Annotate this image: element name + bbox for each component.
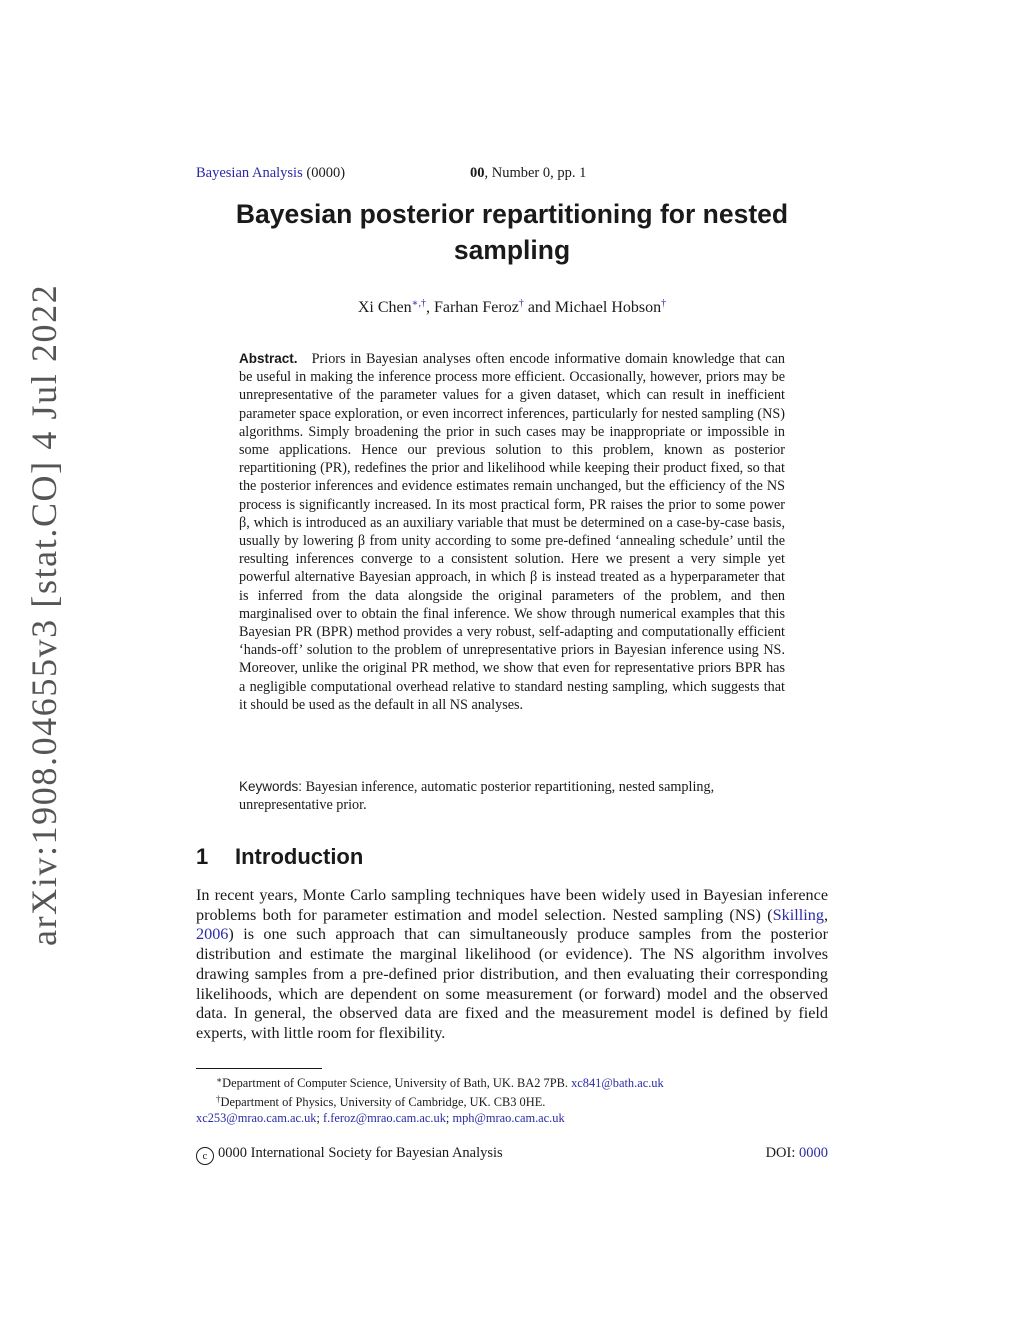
intro-text-part2: ) is one such approach that can simultaneously produce samples from the posterior distribution and estimate the marginal likelihood (or evidence). The NS algorithm involves drawing samples from a pre-defined prior distribution, and then evaluating their corresponding likelihoods, which are dependent on some measurement (or forward) model and the observed data. In general, the observed data are fixed and the measurement model is defined by field experts, with little room for flexibility. [196, 925, 828, 1042]
journal-citation [196, 165, 345, 182]
abstract [239, 350, 785, 714]
author-name: Farhan Feroz [433, 299, 519, 316]
doi [766, 1145, 828, 1162]
author-separator: , [425, 299, 434, 316]
footnote-rule [196, 1068, 322, 1069]
author-list [196, 299, 828, 317]
citation-year-link[interactable]: 2006 [196, 925, 229, 944]
footnote-mark: ∗ [216, 1075, 223, 1085]
email-link[interactable]: f.feroz@mrao.cam.ac.uk [323, 1111, 446, 1125]
footnote-text: Department of Computer Science, University of Bath, UK. BA2 7PB. [222, 1076, 572, 1090]
footnote-emails [196, 1110, 828, 1126]
footnote-affiliation-2 [196, 1091, 828, 1110]
keywords [239, 778, 785, 814]
email-separator: ; [316, 1111, 324, 1125]
intro-text-part1: In recent years, Monte Carlo sampling techniques have been widely used in Bayesian inference problems both for parameter estimation and model selection. Nested sampling (NS) ( [196, 886, 828, 924]
footnotes [196, 1072, 828, 1126]
copyright-notice [196, 1145, 503, 1161]
author-separator: and [523, 299, 555, 316]
author-name: Xi Chen [357, 299, 412, 316]
affiliation-mark[interactable]: † [518, 298, 524, 309]
journal-year: (0000) [306, 165, 346, 181]
abstract-label: Abstract. [239, 351, 298, 366]
section-heading [196, 844, 363, 870]
footnote-affiliation-1 [196, 1072, 828, 1091]
arxiv-identifier-stamp: arXiv:1908.04655v3 [stat.CO] 4 Jul 2022 [24, 283, 64, 946]
keywords-text: Bayesian inference, automatic posterior repartitioning, nested sampling, unrepresentative prior. [239, 779, 715, 814]
affiliation-mark[interactable]: † [661, 298, 667, 309]
copyright-icon: c [196, 1147, 214, 1165]
citation-author-link[interactable]: Skilling [772, 905, 824, 924]
journal-name-link[interactable]: Bayesian Analysis [196, 165, 303, 181]
author-name: Michael Hobson [554, 299, 662, 316]
email-link[interactable]: xc841@bath.ac.uk [571, 1076, 664, 1090]
volume-number: 00 [470, 165, 485, 181]
issue-pages: , Number 0, pp. 1 [484, 165, 587, 181]
introduction-paragraph [196, 886, 828, 1044]
section-title: Introduction [235, 844, 364, 869]
page-footer [196, 1145, 828, 1165]
paper-title: Bayesian posterior repartitioning for nested sampling [235, 199, 789, 265]
citation-separator: , [823, 905, 828, 924]
email-link[interactable]: mph@mrao.cam.ac.uk [452, 1111, 565, 1125]
footnote-text: Department of Physics, University of Cambridge, UK. CB3 0HE. [220, 1095, 546, 1109]
affiliation-mark[interactable]: ∗,† [411, 298, 426, 309]
copyright-text: 0000 International Society for Bayesian Analysis [218, 1145, 503, 1161]
issue-info [470, 165, 586, 182]
doi-label: DOI: [765, 1145, 799, 1161]
section-number: 1 [196, 844, 209, 869]
doi-link[interactable]: 0000 [799, 1145, 828, 1161]
abstract-text: Priors in Bayesian analyses often encode informative domain knowledge that can be useful in making the inference process more efficient. Occasionally, however, priors may be unrepresentative of the parameter values for a given dataset, which can result in inefficient parameter space exploration, or even incorrect inferences, particularly for nested sampling (NS) algorithms. Simply broadening the prior in such cases may be inappropriate or impossible in some applications. Hence our previous solution to this problem, known as posterior repartitioning (PR), redefines the prior and likelihood while keeping their product fixed, so that the posterior inferences and evidence estimates remain unchanged, but the efficiency of the NS process is significantly increased. In its most practical form, PR raises the prior to some power β, which is introduced as an auxiliary variable that must be determined on a case-by-case basis, usually by lowering β from unity according to some pre-defined ‘annealing schedule’ until the resulting inferences converge to a consistent solution. Here we present a very simple yet powerful alternative Bayesian approach, in which β is instead treated as a hyperparameter that is inferred from the data alongside the original parameters of the problem, and then marginalised over to obtain the final inference. We show through numerical examples that this Bayesian PR (BPR) method provides a very robust, self-adapting and computationally efficient ‘hands-off’ solution to the problem of unrepresentative priors in Bayesian inference using NS. Moreover, unlike the original PR method, we show that even for representative priors BPR has a negligible computational overhead relative to standard nesting sampling, which suggests that it should be used as the default in all NS analyses. [239, 351, 785, 713]
footnote-mark: † [216, 1094, 221, 1104]
email-separator: ; [445, 1111, 453, 1125]
keywords-label: Keywords: [239, 779, 303, 794]
email-link[interactable]: xc253@mrao.cam.ac.uk [196, 1111, 317, 1125]
